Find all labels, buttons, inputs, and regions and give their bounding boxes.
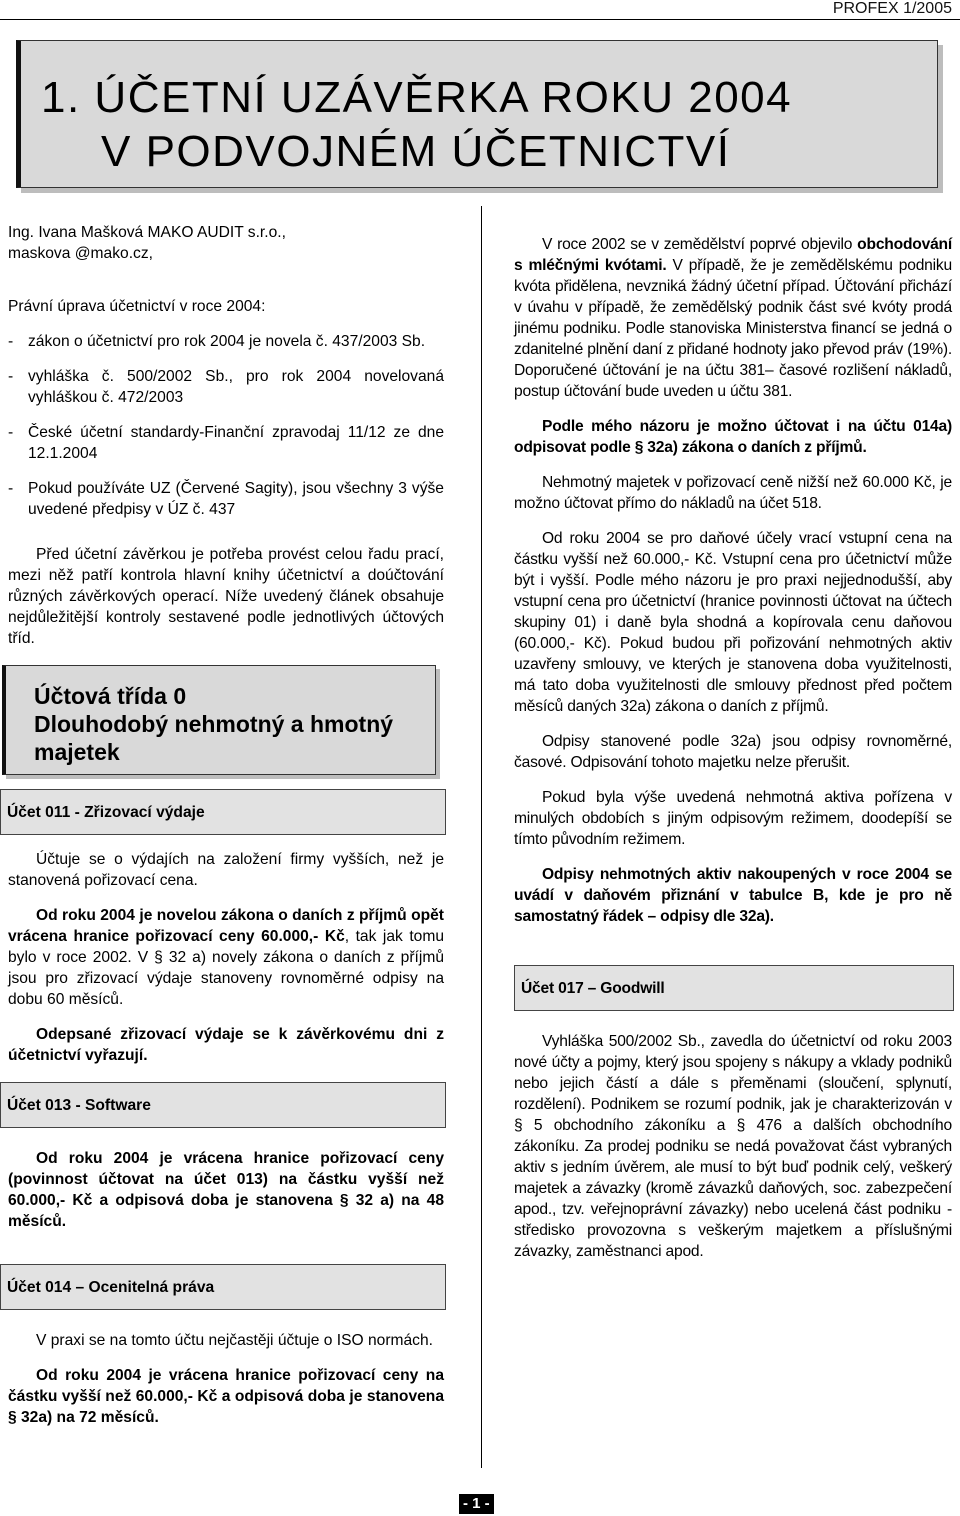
legal-bullet-text: České účetní standardy-Finanční zpravodaj 11/12 ze dne 12.1.2004	[28, 424, 444, 462]
account-014-text: V praxi se na tomto účtu nejčastěji účtuje o ISO normách.	[36, 1332, 433, 1349]
page-number: - 1 -	[459, 1494, 494, 1514]
right-column	[514, 234, 952, 1262]
legal-bullet: - zákon o účetnictví pro rok 2004 je novela č. 437/2003 Sb.	[8, 331, 444, 352]
account-014-law: Od roku 2004 je vrácena hranice pořizovací ceny na částku vyšší než 60.000,- Kč a odpisová doba je stanovena § 32a) na 72 měsíců.	[8, 1367, 444, 1426]
legal-bullet-text: zákon o účetnictví pro rok 2004 je novela č. 437/2003 Sb.	[28, 333, 426, 350]
account-class-subtitle-cont: majetek	[34, 739, 120, 765]
account-011-law-paragraph	[8, 905, 444, 1010]
legal-bullet: - Pokud používáte UZ (Červené Sagity), jsou všechny 3 výše uvedené předpisy v ÚZ č. 437	[8, 480, 444, 518]
account-011-law-rest: , tak jak tomu bylo v roce 2002. V § 32 a) novely zákona o daních z příjmů jsou pro zřizovací výdaje stanoveny rovnoměrné odpisy na dobu 60 měsíců.	[8, 928, 444, 1008]
low-value-intangibles: Nehmotný majetek v pořizovací ceně nižší než 60.000 Kč, je možno účtovat přímo do nákladů na účet 518.	[514, 474, 952, 512]
account-014-heading: Účet 014 – Ocenitelná práva	[0, 1264, 446, 1310]
previous-periods-paragraph: Pokud byla výše uvedená nehmotná aktiva pořízena v minulých obdobích s jiným odpisovým režimem, doodepíší se tímto původním režimem.	[514, 789, 952, 848]
account-011-law-bold: Od roku 2004 je novelou zákona o daních z příjmů opět vrácena hranice pořizovací ceny 60.000,- Kč	[8, 907, 444, 945]
account-011-heading: Účet 011 - Zřizovací výdaje	[0, 789, 446, 835]
account-017-text: Vyhláška 500/2002 Sb., zavedla do účetnictví od roku 2003 nové účty a pojmy, který jsou spojeny s nákupy a vklady podniků nebo jejich částí a dále s přeměnami (sloučení, splynutí, rozdělení). Podnikem se rozumí podnik, jak je charakterizován v § 5 obchodního zákoníku a § 476 a dalších obchodního zákoníku. Za prodej podniku se nedá považovat část vybraných aktiv s jedním úvěrem, ale musí to být buď podnik celý, veškerý majetek a závazky (kromě závazků daňových, soc. zabezpečení apod., tzv. veřejnoprávní závazky) nebo ucelená část podniku - středisko provozovna s veškerým majetkem a příslušnými závazky, zaměstnanci apod.	[514, 1033, 952, 1260]
title-line-2: V PODVOJNÉM ÚČETNICTVÍ	[101, 127, 731, 176]
depreciation-paragraph: Odpisy stanovené podle 32a) jsou odpisy rovnoměrné, časové. Odpisování tohoto majetku nelze přerušit.	[514, 733, 952, 771]
intro-paragraph: Před účetní závěrkou je potřeba provést celou řadu prací, mezi něž patří kontrola hlavní knihy účetnictví a doúčtování různých závěrkových operací. Níže uvedený článek obsahuje nejdůležitější kontroly sestavené podle jednotlivých účtových tříd.	[8, 546, 444, 647]
journal-header: PROFEX 1/2005	[832, 0, 952, 17]
account-013-heading: Účet 013 - Software	[0, 1082, 446, 1128]
account-class-box	[2, 665, 436, 775]
title-box	[16, 40, 938, 188]
author-opinion: Podle mého názoru je možno účtovat i na účtu 014a) odpisovat podle § 32a) zákona o daních z příjmů.	[514, 418, 952, 456]
account-class-title: Účtová třída 0	[34, 683, 187, 709]
title-line-1: 1. ÚČETNÍ UZÁVĚRKA ROKU 2004	[41, 73, 793, 122]
milk-quota-paragraph: V roce 2002 se v zemědělství poprvé objevilo obchodování s mléčnými kvótami. V případě, že je zemědělskému podniku kvóta přidělena, nevzniká žádný účetní případ. Účtování přichází v úvahu v případě, že zemědělský podnik část své kvóty prodá jinému podniku. Podle stanoviska Ministerstva financí se jedná o zdanitelné plnění daní z přidané hodnoty jako převod práv (19%). Doporučené účtování je na účtu 381– časové rozlišení nákladů, postup účtování bude uveden u účtu 381.	[514, 236, 952, 400]
account-013-text: Od roku 2004 je vrácena hranice pořizovací ceny (povinnost účtovat na účet 013) na částku vyšší než 60.000,- Kč a odpisová doba je stanovena § 32 a) na 48 měsíců.	[8, 1150, 444, 1230]
account-011-writeoff: Odepsané zřizovací výdaje se k závěrkovému dni z účetnictví vyřazují.	[8, 1026, 444, 1064]
tax-return-paragraph: Odpisy nehmotných aktiv nakoupených v roce 2004 se uvádí v daňovém přiznání v tabulce B, kde je pro ně samostatný řádek – odpisy dle 32a).	[514, 866, 952, 925]
legal-bullet-text: vyhláška č. 500/2002 Sb., pro rok 2004 novelovaná vyhláškou č. 472/2003	[28, 368, 444, 406]
legal-bullet: - České účetní standardy-Finanční zpravodaj 11/12 ze dne 12.1.2004	[8, 424, 444, 462]
legal-bullet: - vyhláška č. 500/2002 Sb., pro rok 2004 novelovaná vyhláškou č. 472/2003	[8, 368, 444, 406]
account-017-heading: Účet 017 – Goodwill	[514, 965, 954, 1011]
author-line: Ing. Ivana Mašková MAKO AUDIT s.r.o., maskova @mako.cz,	[8, 224, 286, 262]
account-011-text: Účtuje se o výdajích na založení firmy vyšších, než je stanovená pořizovací cena.	[8, 851, 444, 889]
column-divider	[481, 206, 482, 1468]
legal-bullet-text: Pokud používáte UZ (Červené Sagity), jsou všechny 3 výše uvedené předpisy v ÚZ č. 437	[28, 480, 444, 518]
milk-quota-bold: obchodování s mléčnými kvótami.	[514, 236, 952, 274]
header-rule	[0, 19, 960, 20]
left-column	[8, 222, 444, 1428]
account-class-subtitle: Dlouhodobý nehmotný a hmotný	[34, 711, 394, 737]
legal-heading: Právní úprava účetnictví v roce 2004:	[8, 298, 266, 315]
entry-price-paragraph: Od roku 2004 se pro daňové účely vrací vstupní cena na částku vyšší než 60.000,- Kč. Vstupní cena pro účetnictví může být i vyšší. Podle mého názoru je pro praxi nejjednodušší, aby vstupní cena pro účetnictví (hranice povinnosti účtovat na účtech skupiny 01) i daně byla shodná a kopírovala cenu daňovou (60.000,- Kč). Pokud budou při pořizování nehmotných aktiv uzavřeny smlouvy, ve kterých je stanovena doba využitelnosti, má tato doba využitelnosti dle smlouvy přednost před počtem měsíců daných 32a) zákona o daních z příjmů.	[514, 530, 952, 715]
